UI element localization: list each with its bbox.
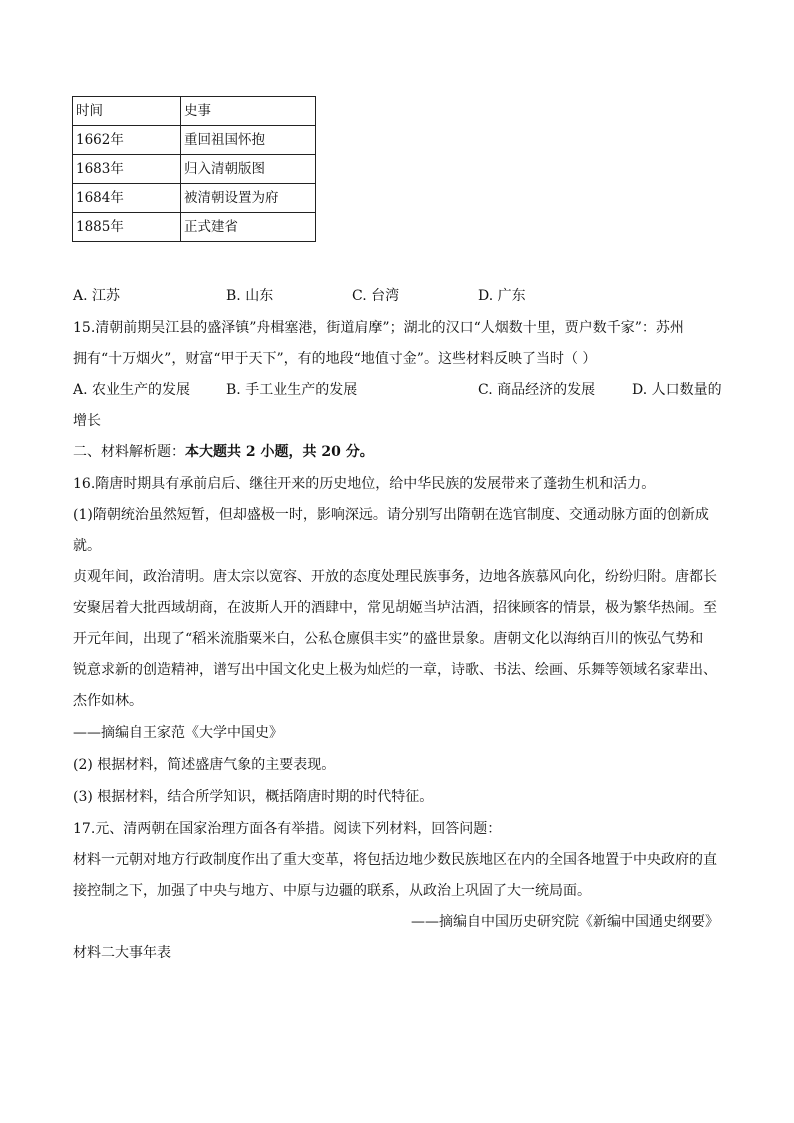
q15-stem-line1: 15.清朝前期吴江县的盛泽镇”舟楫塞港，街道肩摩”；湖北的汉口“人烟数十里，贾户数千家”：苏州 [73,320,684,336]
section-heading-prefix: 二、材料解析题： [73,444,185,460]
table-cell-year: 1662年 [73,126,181,155]
table-cell-event: 重回祖国怀抱 [181,126,316,155]
q14-option-c: C. 台湾 [352,288,400,304]
q15-option-d: D. 人口数量的 [632,382,722,398]
q16-material-line: 贞观年间，政治清明。唐太宗以宽容、开放的态度处理民族事务，边地各族慕风向化，纷纷归附。唐都长 [73,569,717,585]
history-events-table [72,96,316,242]
table-row [73,155,316,184]
q17-material1-line2: 接控制之下，加强了中央与地方、中原与边疆的联系，从政治上巩固了大一统局面。 [73,883,591,899]
q16-material-line: 开元年间，出现了“稻米流脂粟米白，公私仓廪俱丰实”的盛世景象。唐朝文化以海纳百川的恢弘气势和 [73,631,704,647]
table-header-cell: 史事 [181,97,316,126]
q15-option-c: C. 商品经济的发展 [478,382,596,398]
table-cell-year: 1683年 [73,155,181,184]
table-row [73,184,316,213]
table-cell-event: 被清朝设置为府 [181,184,316,213]
table-row [73,126,316,155]
table-cell-event: 正式建省 [181,213,316,242]
q15-option-d-wrap: 增长 [73,413,101,429]
q17-material1-line1: 材料一元朝对地方行政制度作出了重大变革，将包括边地少数民族地区在内的全国各地置于中央政府的直 [73,852,717,868]
q16-intro: 16.隋唐时期具有承前启后、继往开来的历史地位，给中华民族的发展带来了蓬勃生机和活力。 [73,476,656,492]
table-header-cell: 时间 [73,97,181,126]
table-cell-year: 1684年 [73,184,181,213]
q15-option-b: B. 手工业生产的发展 [226,382,358,398]
q14-option-a: A. 江苏 [73,288,121,304]
q16-sub3: (3) 根据材料，结合所学知识，概括隋唐时期的时代特征。 [73,789,434,805]
q16-sub1-line1: (1)隋朝统治虽然短暂，但却盛极一时，影响深远。请分别写出隋朝在选官制度、交通动脉方面的创新成 [73,507,709,523]
table-cell-event: 归入清朝版图 [181,155,316,184]
q16-source: ——摘编自王家范《大学中国史》 [73,725,283,741]
table-header-row [73,97,316,126]
q17-material2-title: 材料二大事年表 [73,945,171,961]
table-cell-year: 1885年 [73,213,181,242]
table-row [73,213,316,242]
q16-material-line: 安聚居着大批西域胡商，在波斯人开的酒肆中，常见胡姬当垆沽酒，招徕顾客的情景，极为繁华热闹。至 [73,600,717,616]
q16-sub1-line2: 就。 [73,538,101,554]
q17-intro: 17.元、清两朝在国家治理方面各有举措。阅读下列材料，回答问题： [73,821,502,837]
q16-material-line: 杰作如林。 [73,693,143,709]
q14-option-d: D. 广东 [478,288,526,304]
q17-source1: ——摘编自中国历史研究院《新编中国通史纲要》 [411,914,719,930]
q14-option-b: B. 山东 [226,288,274,304]
q16-material-line: 锐意求新的创造精神，谱写出中国文化史上极为灿烂的一章，诗歌、书法、绘画、乐舞等领域名家辈出、 [73,662,717,678]
q16-sub2: (2) 根据材料，简述盛唐气象的主要表现。 [73,757,336,773]
q15-stem-line2: 拥有“十万烟火”，财富“甲于天下”，有的地段“地值寸金”。这些材料反映了当时（ ） [73,351,597,367]
q15-option-a: A. 农业生产的发展 [73,382,191,398]
section-heading-score: 本大题共 2 小题，共 20 分。 [185,444,374,460]
section-heading [73,443,374,461]
